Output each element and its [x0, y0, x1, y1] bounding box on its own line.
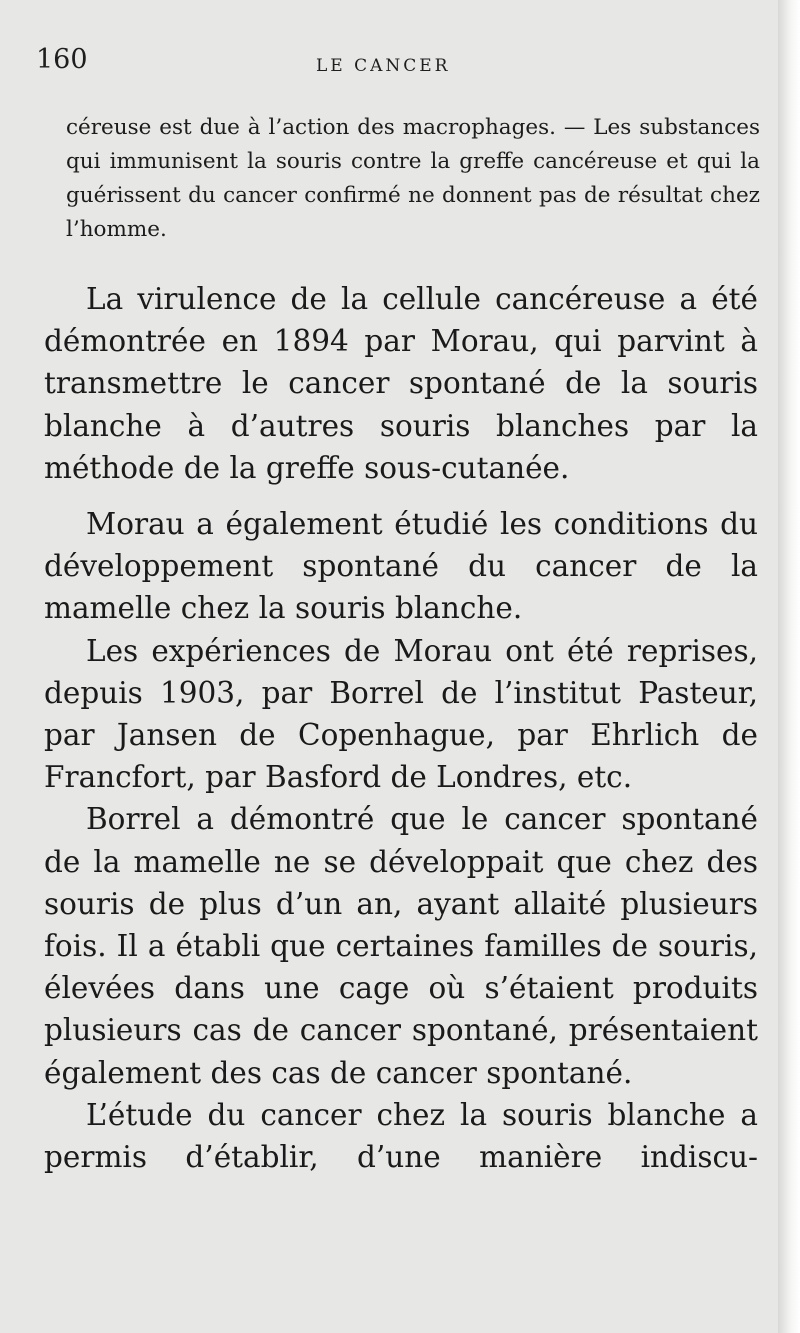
paragraph: Les expériences de Morau ont été reprises, depuis 1903, par Borrel de l’institut Pasteur, par Jansen de Copenhague, par Ehrlich de Francfort, par Basford de Londres, etc.: [44, 633, 758, 795]
paragraph: L’étude du cancer chez la souris blanche a permis d’établir, d’une manière indiscu-: [44, 1097, 758, 1175]
scan-edge: [778, 0, 800, 1333]
footnote-continuation: céreuse est due à l’action des macrophages. — Les substances qui immunisent la souris contre la greffe cancéreuse et qui la guérissent du cancer confirmé ne donnent pas de résultat chez l’homme.: [66, 115, 760, 242]
running-title: LE CANCER: [316, 56, 451, 76]
paragraph: La virulence de la cellule cancéreuse a été démontrée en 1894 par Morau, qui parvint à transmettre le cancer spontané de la souris blanche à d’autres souris blanches par la méthode de la greffe sous-cutanée.: [44, 282, 758, 485]
paragraph: Morau a également étudié les conditions du développement spontané du cancer de la mamelle chez la souris blanche.: [44, 507, 758, 626]
running-head: [36, 44, 756, 84]
paragraph: Borrel a démontré que le cancer spontané de la mamelle ne se développait que chez des souris de plus d’un an, ayant allaité plusieurs fois. Il a établi que certaines familles de souris, élevées dans une cage où s’étaient produits plusieurs cas de cancer spontané, présentaient également des cas de cancer spontané.: [44, 802, 758, 1090]
page-number: 160: [36, 44, 88, 75]
main-text: [44, 278, 758, 1178]
